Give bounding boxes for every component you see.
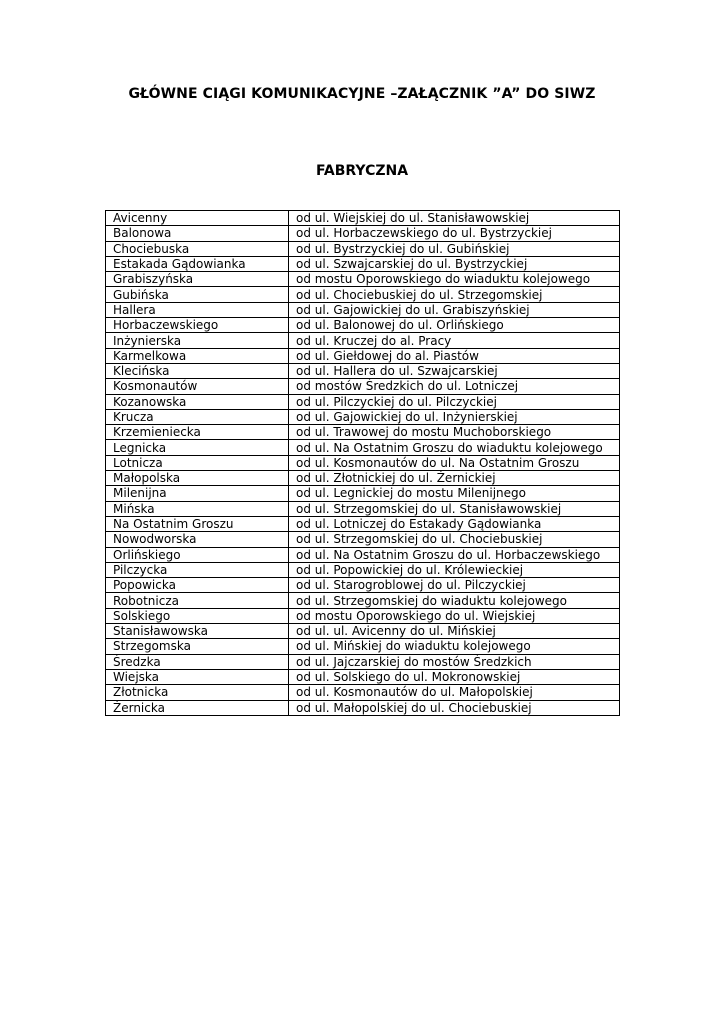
route-cell: od ul. Popowickiej do ul. Królewieckiej xyxy=(289,562,620,577)
street-name-cell: Chociebuska xyxy=(106,241,289,256)
street-name-cell: Mińska xyxy=(106,501,289,516)
route-cell: od ul. Gajowickiej do ul. Grabiszyńskiej xyxy=(289,302,620,317)
route-cell: od ul. Chociebuskiej do ul. Strzegomskiej xyxy=(289,287,620,302)
street-name-cell: Hallera xyxy=(106,302,289,317)
route-cell: od ul. Kosmonautów do ul. Małopolskiej xyxy=(289,685,620,700)
street-name-cell: Inżynierska xyxy=(106,333,289,348)
table-row xyxy=(106,318,620,333)
table-row xyxy=(106,256,620,271)
table-row xyxy=(106,394,620,409)
route-cell: od ul. Hallera do ul. Szwajcarskiej xyxy=(289,363,620,378)
street-name-cell: Solskiego xyxy=(106,608,289,623)
street-name-cell: Średzka xyxy=(106,654,289,669)
street-name-cell: Popowicka xyxy=(106,578,289,593)
document-title: GŁÓWNE CIĄGI KOMUNIKACYJNE –ZAŁĄCZNIK ”A” DO SIWZ xyxy=(128,86,596,102)
table-row xyxy=(106,639,620,654)
table-row xyxy=(106,348,620,363)
table-row xyxy=(106,241,620,256)
route-cell: od ul. Strzegomskiej do ul. Stanisławowskiej xyxy=(289,501,620,516)
route-cell: od ul. ul. Avicenny do ul. Mińskiej xyxy=(289,624,620,639)
street-name-cell: Żernicka xyxy=(106,700,289,715)
street-name-cell: Wiejska xyxy=(106,669,289,684)
route-cell: od ul. Starogroblowej do ul. Pilczyckiej xyxy=(289,578,620,593)
street-name-cell: Orlińskiego xyxy=(106,547,289,562)
street-name-cell: Milenijna xyxy=(106,486,289,501)
table-row xyxy=(106,409,620,424)
route-cell: od ul. Małopolskiej do ul. Chociebuskiej xyxy=(289,700,620,715)
route-cell: od ul. Na Ostatnim Groszu do ul. Horbaczewskiego xyxy=(289,547,620,562)
table-row xyxy=(106,501,620,516)
table-row xyxy=(106,302,620,317)
table-row xyxy=(106,226,620,241)
street-name-cell: Stanisławowska xyxy=(106,624,289,639)
table-row xyxy=(106,440,620,455)
route-cell: od mostu Oporowskiego do ul. Wiejskiej xyxy=(289,608,620,623)
route-cell: od ul. Szwajcarskiej do ul. Bystrzyckiej xyxy=(289,256,620,271)
street-name-cell: Lotnicza xyxy=(106,455,289,470)
table-row xyxy=(106,578,620,593)
route-cell: od ul. Kosmonautów do ul. Na Ostatnim Groszu xyxy=(289,455,620,470)
table-row xyxy=(106,532,620,547)
table-row xyxy=(106,425,620,440)
street-name-cell: Na Ostatnim Groszu xyxy=(106,516,289,531)
table-row xyxy=(106,455,620,470)
table-row xyxy=(106,669,620,684)
route-cell: od ul. Lotniczej do Estakady Gądowianka xyxy=(289,516,620,531)
table-row xyxy=(106,287,620,302)
street-name-cell: Balonowa xyxy=(106,226,289,241)
street-name-cell: Estakada Gądowianka xyxy=(106,256,289,271)
streets-table-body xyxy=(106,211,620,716)
table-row xyxy=(106,624,620,639)
street-name-cell: Robotnicza xyxy=(106,593,289,608)
route-cell: od ul. Balonowej do ul. Orlińskiego xyxy=(289,318,620,333)
table-row xyxy=(106,654,620,669)
route-cell: od ul. Strzegomskiej do ul. Chociebuskiej xyxy=(289,532,620,547)
table-row xyxy=(106,471,620,486)
route-cell: od ul. Pilczyckiej do ul. Pilczyckiej xyxy=(289,394,620,409)
street-name-cell: Kosmonautów xyxy=(106,379,289,394)
street-name-cell: Kozanowska xyxy=(106,394,289,409)
table-row xyxy=(106,379,620,394)
route-cell: od ul. Horbaczewskiego do ul. Bystrzyckiej xyxy=(289,226,620,241)
table-row xyxy=(106,486,620,501)
table-row xyxy=(106,333,620,348)
route-cell: od ul. Gajowickiej do ul. Inżynierskiej xyxy=(289,409,620,424)
street-name-cell: Grabiszyńska xyxy=(106,272,289,287)
street-name-cell: Legnicka xyxy=(106,440,289,455)
street-name-cell: Strzegomska xyxy=(106,639,289,654)
street-name-cell: Horbaczewskiego xyxy=(106,318,289,333)
streets-table xyxy=(105,210,620,716)
route-cell: od ul. Jajczarskiej do mostów Średzkich xyxy=(289,654,620,669)
street-name-cell: Krzemieniecka xyxy=(106,425,289,440)
route-cell: od ul. Solskiego do ul. Mokronowskiej xyxy=(289,669,620,684)
table-row xyxy=(106,516,620,531)
route-cell: od ul. Bystrzyckiej do ul. Gubińskiej xyxy=(289,241,620,256)
route-cell: od ul. Giełdowej do al. Piastów xyxy=(289,348,620,363)
route-cell: od mostów Średzkich do ul. Lotniczej xyxy=(289,379,620,394)
route-cell: od ul. Wiejskiej do ul. Stanisławowskiej xyxy=(289,211,620,226)
street-name-cell: Avicenny xyxy=(106,211,289,226)
street-name-cell: Nowodworska xyxy=(106,532,289,547)
street-name-cell: Karmelkowa xyxy=(106,348,289,363)
route-cell: od ul. Na Ostatnim Groszu do wiaduktu kolejowego xyxy=(289,440,620,455)
street-name-cell: Pilczycka xyxy=(106,562,289,577)
route-cell: od ul. Legnickiej do mostu Milenijnego xyxy=(289,486,620,501)
table-row xyxy=(106,211,620,226)
table-row xyxy=(106,562,620,577)
route-cell: od mostu Oporowskiego do wiaduktu kolejowego xyxy=(289,272,620,287)
street-name-cell: Złotnicka xyxy=(106,685,289,700)
route-cell: od ul. Trawowej do mostu Muchoborskiego xyxy=(289,425,620,440)
street-name-cell: Klecińska xyxy=(106,363,289,378)
table-row xyxy=(106,363,620,378)
street-name-cell: Małopolska xyxy=(106,471,289,486)
route-cell: od ul. Mińskiej do wiaduktu kolejowego xyxy=(289,639,620,654)
table-row xyxy=(106,272,620,287)
route-cell: od ul. Strzegomskiej do wiaduktu kolejowego xyxy=(289,593,620,608)
section-title: FABRYCZNA xyxy=(315,163,409,179)
table-row xyxy=(106,593,620,608)
table-row xyxy=(106,608,620,623)
route-cell: od ul. Kruczej do al. Pracy xyxy=(289,333,620,348)
route-cell: od ul. Złotnickiej do ul. Żernickiej xyxy=(289,471,620,486)
table-row xyxy=(106,547,620,562)
table-row xyxy=(106,700,620,715)
street-name-cell: Krucza xyxy=(106,409,289,424)
street-name-cell: Gubińska xyxy=(106,287,289,302)
table-row xyxy=(106,685,620,700)
